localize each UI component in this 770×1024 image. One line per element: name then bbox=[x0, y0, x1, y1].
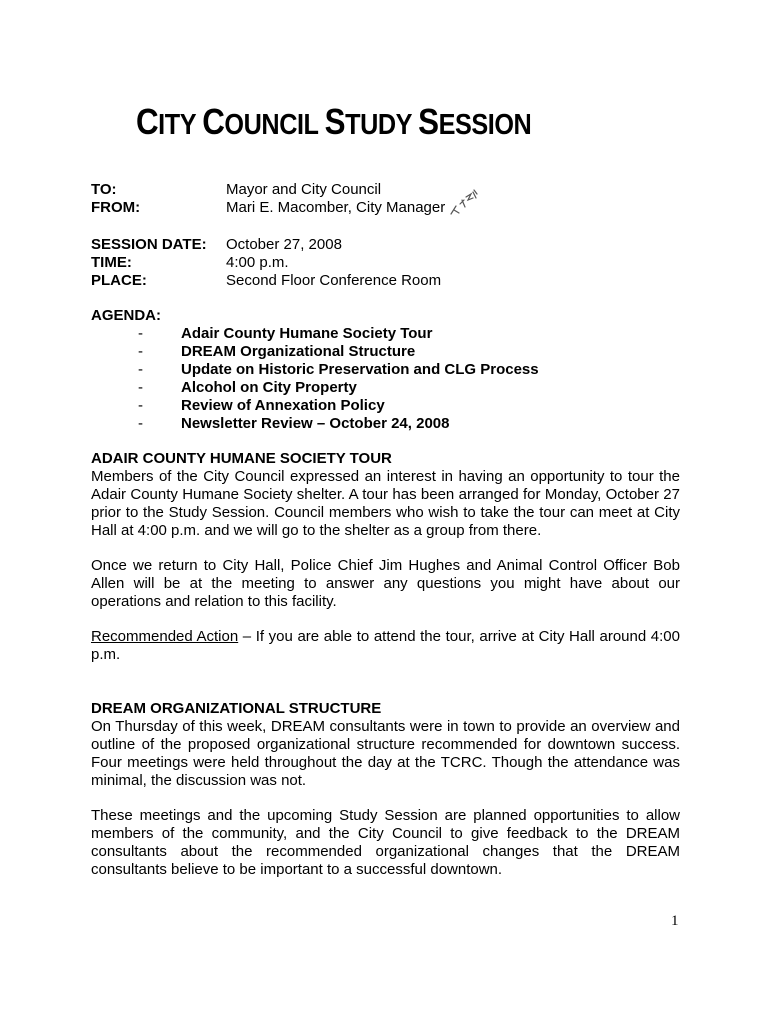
title-rest: OUNCIL bbox=[224, 109, 319, 141]
memo-from-label: FROM: bbox=[91, 199, 141, 216]
dream-section-heading: DREAM ORGANIZATIONAL STRUCTURE bbox=[91, 700, 382, 717]
agenda-item-text: Adair County Humane Society Tour bbox=[181, 325, 433, 342]
memo-place-value: Second Floor Conference Room bbox=[226, 272, 442, 289]
humane-section-paragraph: Once we return to City Hall, Police Chief Jim Hughes and Animal Control Officer Bob Allen will be at the meeting to answer any questions you might have about our operations and relation to this facility. bbox=[91, 557, 680, 610]
title-rest: TUDY bbox=[345, 109, 413, 141]
agenda-dash: - bbox=[138, 325, 143, 342]
handwritten-initials-icon bbox=[447, 188, 481, 222]
agenda-label: AGENDA: bbox=[91, 307, 161, 324]
recommended-action-text: – If you are able to attend the tour, arrive at City Hall around 4:00 p.m. bbox=[91, 628, 680, 663]
agenda-dash: - bbox=[138, 379, 143, 396]
humane-section bbox=[91, 450, 680, 540]
title-initial: S bbox=[324, 101, 346, 142]
title-initial: C bbox=[202, 101, 225, 142]
agenda-item-text: Alcohol on City Property bbox=[181, 379, 357, 396]
memo-header-recipients bbox=[91, 181, 691, 217]
humane-section-paragraph: Members of the City Council expressed an interest in having an opportunity to tour the Adair County Humane Society shelter. A tour has been arranged for Monday, October 27 prior to the Study Session. Council members who wish to take the tour can meet at City Hall at 4:00 p.m. and we will go to the shelter as a group from there. bbox=[91, 468, 680, 539]
agenda-item-text: Review of Annexation Policy bbox=[181, 397, 385, 414]
memo-from-value: Mari E. Macomber, City Manager bbox=[226, 199, 446, 216]
page-number: 1 bbox=[671, 913, 679, 929]
agenda-dash: - bbox=[138, 415, 143, 432]
memo-from-row bbox=[91, 199, 691, 217]
memo-to-row bbox=[91, 181, 691, 199]
memo-to-value: Mayor and City Council bbox=[226, 181, 382, 198]
dream-section-paragraph: On Thursday of this week, DREAM consultants were in town to provide an overview and outline of the proposed organizational structure recommended for downtown success. Four meetings were held throughout the day at the TCRC. Though the attendance was minimal, the discussion was not. bbox=[91, 718, 680, 789]
memo-place-row bbox=[91, 272, 691, 290]
memo-session-date-value: October 27, 2008 bbox=[226, 236, 342, 253]
title-initial: C bbox=[136, 101, 159, 142]
agenda-item-text: DREAM Organizational Structure bbox=[181, 343, 416, 360]
agenda-dash: - bbox=[138, 343, 143, 360]
memo-to-label: TO: bbox=[91, 181, 117, 198]
memo-header-session bbox=[91, 236, 691, 290]
memo-time-row bbox=[91, 254, 691, 272]
dream-section-paragraph: These meetings and the upcoming Study Session are planned opportunities to allow members of the community, and the City Council to give feedback to the DREAM consultants about the recommended organizational changes that the DREAM consultants believe to be important to a successful downtown. bbox=[91, 807, 680, 878]
recommended-action bbox=[91, 628, 680, 664]
recommended-action-label: Recommended Action bbox=[91, 628, 239, 645]
agenda-dash: - bbox=[138, 361, 143, 378]
title-initial: S bbox=[418, 101, 439, 142]
memo-place-label: PLACE: bbox=[91, 272, 147, 289]
title-rest: ESSION bbox=[438, 109, 532, 141]
agenda-item-text: Newsletter Review – October 24, 2008 bbox=[181, 415, 450, 432]
title-rest: ITY bbox=[158, 109, 197, 141]
agenda-dash: - bbox=[138, 397, 143, 414]
memo-time-label: TIME: bbox=[91, 254, 132, 271]
memo-time-value: 4:00 p.m. bbox=[226, 254, 289, 271]
memo-session-date-row bbox=[91, 236, 691, 254]
dream-section bbox=[91, 700, 680, 790]
memo-session-date-label: SESSION DATE: bbox=[91, 236, 207, 253]
agenda-item-text: Update on Historic Preservation and CLG Process bbox=[181, 361, 539, 378]
document-title bbox=[136, 100, 531, 147]
humane-section-heading: ADAIR COUNTY HUMANE SOCIETY TOUR bbox=[91, 450, 392, 467]
